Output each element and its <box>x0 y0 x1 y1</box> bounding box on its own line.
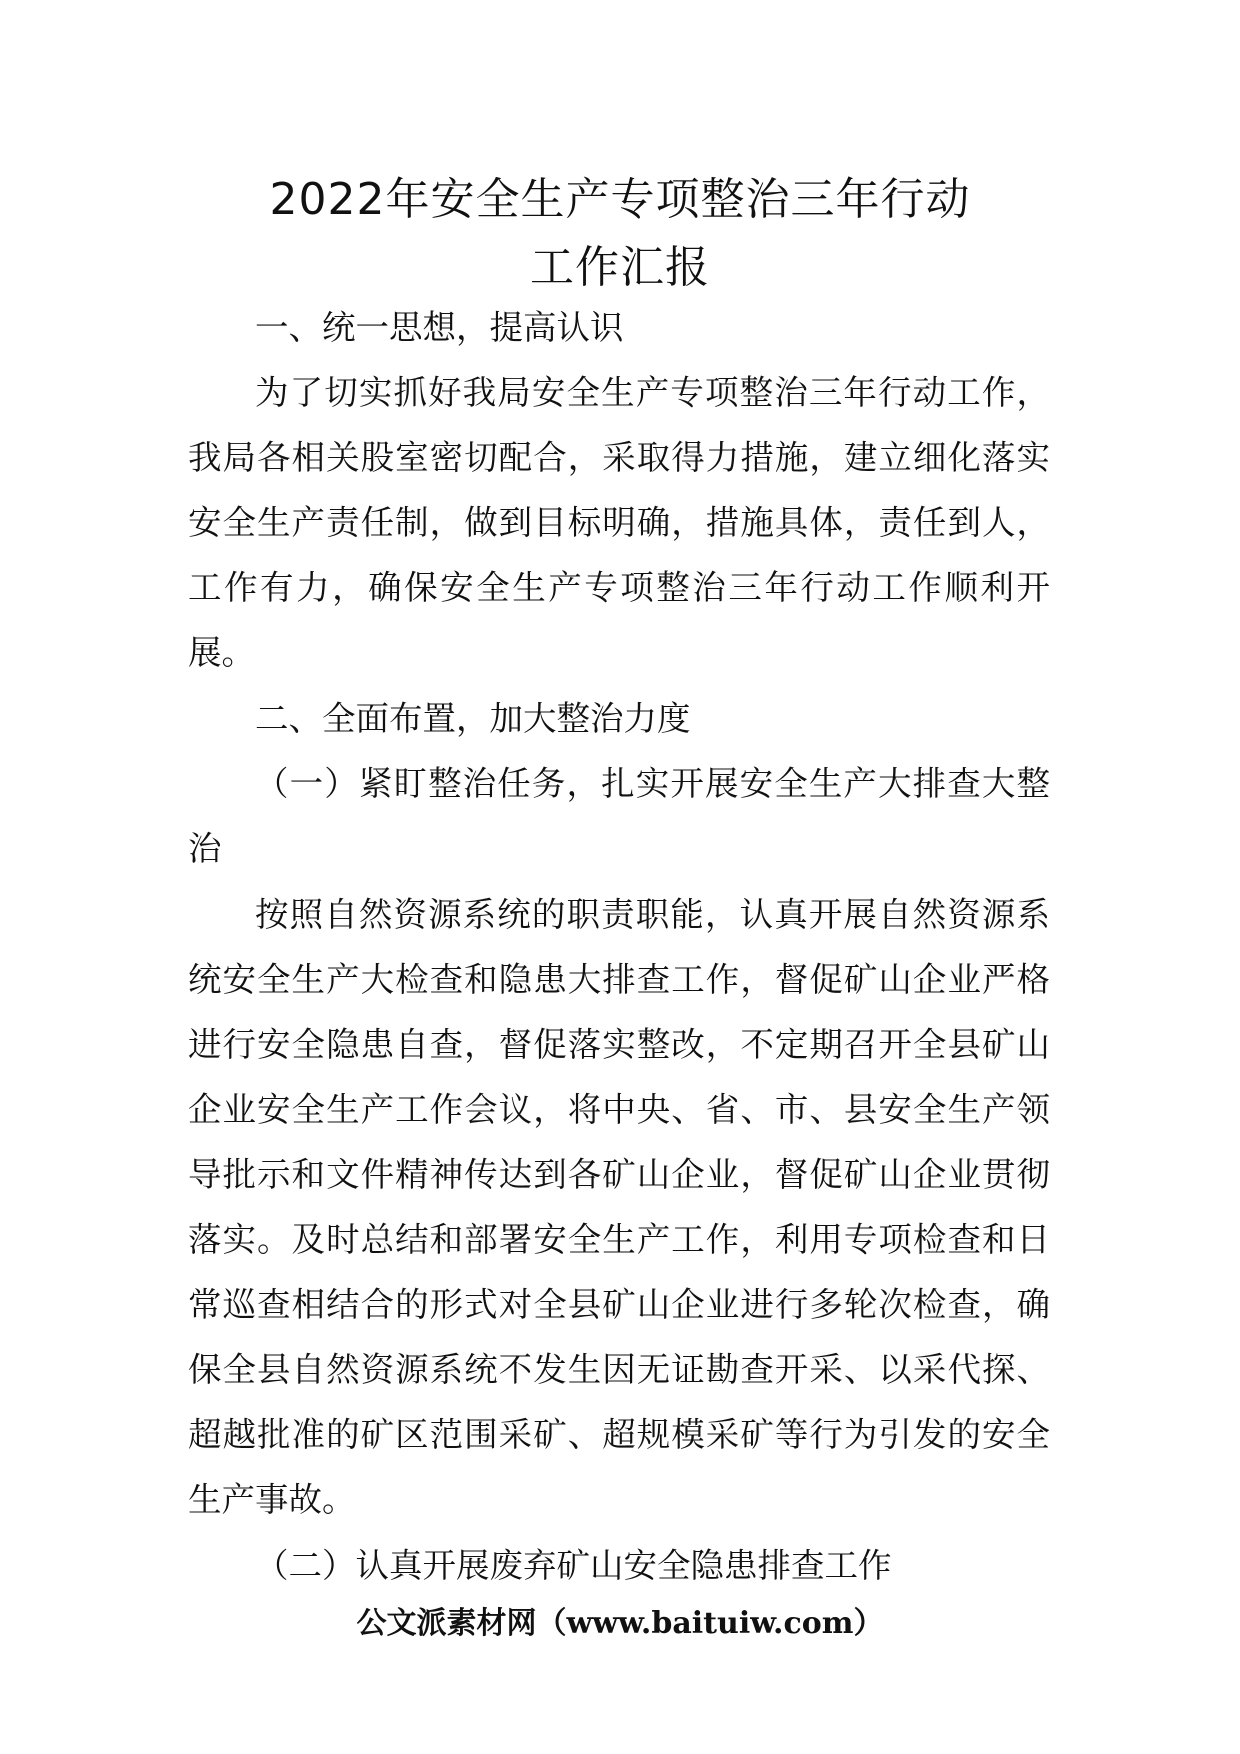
subsection1-heading: （一）紧盯整治任务，扎实开展安全生产大排查大整治 <box>188 764 1050 868</box>
document-title-line1: 2022年安全生产专项整治三年行动 <box>269 174 971 225</box>
subsection1-paragraph: 按照自然资源系统的职责职能，认真开展自然资源系统安全生产大检查和隐患大排查工作，督促矿山企业严格进行安全隐患自查，督促落实整改，不定期召开全县矿山企业安全生产工作会议，将中央、省、市、县安全生产领导批示和文件精神传达到各矿山企业，督促矿山企业贯彻落实。及时总结和部署安全生产工作，利用专项检查和日常巡查相结合的形式对全县矿山企业进行多轮次检查，确保全县自然资源系统不发生因无证勘查开采、以采代探、超越批准的矿区范围采矿、超规模采矿等行为引发的安全生产事故。 <box>188 895 1050 1519</box>
section2-heading: 二、全面布置，加大整治力度 <box>255 699 691 738</box>
section1-paragraph: 为了切实抓好我局安全生产专项整治三年行动工作，我局各相关股室密切配合，采取得力措施，建立细化落实安全生产责任制，做到目标明确，措施具体，责任到人，工作有力，确保安全生产专项整治三年行动工作顺利开展。 <box>188 373 1050 672</box>
subsection2-heading: （二）认真开展废弃矿山安全隐患排查工作 <box>255 1546 892 1585</box>
footer-watermark: 公文派素材网（www.baituiw.com） <box>356 1606 884 1641</box>
document-title-line2: 工作汇报 <box>530 242 710 293</box>
section1-heading: 一、统一思想，提高认识 <box>255 308 624 347</box>
